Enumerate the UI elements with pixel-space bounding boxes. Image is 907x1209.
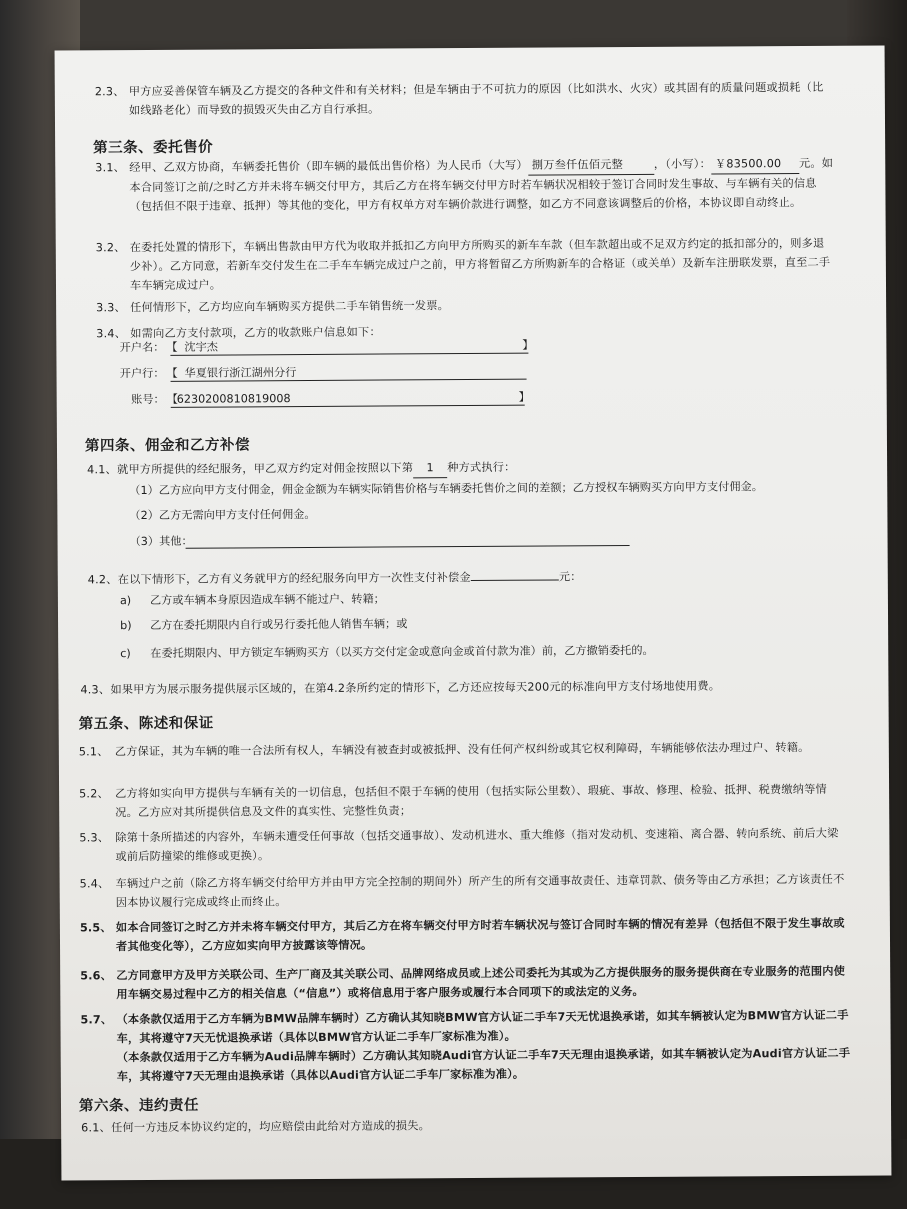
clause-text-bmw: （本条款仅适用于乙方车辆为BMW品牌车辆时）乙方确认其知晓BMW官方认证二手车7天无忧退换承诺，如其车辆被认定为BMW官方认证二手车，其将遵守7天无忧退换承诺（具体以BMW官方认证二手车厂家标准为准）。	[116, 1008, 849, 1046]
compensation-item-c: 在委托期限内、甲方锁定车辆购买方（以买方交付定金或意向金或首付款为准）前，乙方撤销委托的。	[150, 643, 654, 660]
account-number-label: 账号：	[131, 392, 165, 407]
clause-number: 4.3、	[80, 683, 111, 697]
clause-text: 除第十条所描述的内容外，车辆未遭受任何事故（包括交通事故）、发动机进水、重大维修（指对发动机、变速箱、离合器、转向系统、前后大梁或前后防撞梁的维修或更换）。	[115, 826, 839, 864]
section-heading-5: 第五条、陈述和保证	[78, 715, 214, 733]
clause-number: 3.2、	[95, 241, 126, 255]
compensation-item-b: 乙方在委托期限内自行或另行委托他人销售车辆；或	[150, 617, 408, 632]
clause-text: 如需向乙方支付款项，乙方的收款账户信息如下：	[130, 325, 381, 341]
bracket-left: 【	[166, 392, 178, 406]
account-number-value: 6230200810819008	[176, 392, 291, 406]
price-uppercase-field: 捌万叁仟伍佰元整	[528, 155, 654, 176]
clause-number: 3.4、	[96, 327, 127, 341]
price-lowercase-field: ￥83500.00	[711, 154, 799, 175]
commission-option-1: （1）乙方应向甲方支付佣金，佣金金额为车辆实际销售价格与车辆委托售价之间的差额；乙方授权车辆购买方向甲方支付佣金。	[129, 480, 763, 498]
commission-option-2: （2）乙方无需向甲方支付任何佣金。	[129, 507, 316, 523]
account-bank-label: 开户行：	[119, 366, 165, 381]
account-number-row	[107, 388, 537, 411]
clause-3-1	[95, 154, 835, 217]
account-name-field	[170, 336, 528, 356]
account-name-row	[106, 336, 536, 359]
clause-text: 车辆过户之前（除乙方将车辆交付给甲方并由甲方完全控制的期间外）所产生的所有交通事故责任、违章罚款、债务等由乙方承担；乙方该责任不因本协议履行完成或终止而终止。	[115, 872, 845, 910]
section-heading-3: 第三条、委托售价	[93, 139, 214, 157]
clause-number: 5.6、	[80, 969, 113, 983]
clause-number: 3.3、	[96, 301, 126, 315]
clause-text: 在委托处置的情形下，车辆出售款由甲方代为收取并抵扣乙方向甲方所购买的新车车款（但车款超出或不足双方约定的抵扣部分的，则多退少补）。乙方同意，若新车交付发生在二手车车辆完成过户之前，甲方将暂留乙方所购新车的合格证（或关单）及新车注册联发票，直至二手车车辆完成过户。	[129, 236, 831, 293]
contract-page	[55, 45, 892, 1180]
compensation-item-b-key: b)	[120, 619, 132, 633]
clause-text: 任何情形下，乙方均应向车辆购买方提供二手车销售统一发票。	[130, 299, 450, 315]
account-bank-row	[106, 362, 536, 385]
clause-number: 5.3、	[79, 831, 110, 845]
clause-text: 如果甲方为展示服务提供展示区域的，在第4.2条所约定的情形下，乙方还应按每天200元的标准向甲方支付场地使用费。	[110, 679, 721, 697]
compensation-item-a-key: a)	[119, 594, 132, 608]
clause-text: 甲方应妥善保管车辆及乙方提交的各种文件和有关材料；但是车辆由于不可抗力的原因（比如洪水、火灾）或其固有的质量问题或损耗（比如线路老化）而导致的损毁灭失由乙方自行承担。	[128, 80, 824, 118]
other-method-line	[186, 545, 630, 549]
bracket-right: 】	[522, 338, 534, 352]
bracket-right: 】	[518, 390, 530, 404]
clause-number: 4.1、	[87, 463, 117, 477]
clause-number: 3.1、	[95, 161, 126, 175]
compensation-amount-field	[471, 579, 559, 581]
clause-text: 元：	[558, 570, 582, 584]
clause-text: 就甲方所提供的经纪服务，甲乙双方约定对佣金按照以下第	[117, 461, 414, 477]
clause-text: 乙方将如实向甲方提供与车辆有关的一切信息，包括但不限于车辆的使用（包括实际公里数）、瑕疵、事故、修理、检验、抵押、税费缴纳等情况。乙方应对其所提供信息及文件的真实性、完整性负责；	[115, 782, 827, 820]
clause-text: 任何一方违反本协议约定的，均应赔偿由此给对方造成的损失。	[111, 1119, 431, 1135]
clause-5-2	[79, 780, 849, 823]
account-name-label: 开户名：	[119, 340, 165, 355]
clause-number: 5.2、	[79, 787, 109, 801]
clause-6-1	[81, 1114, 851, 1138]
compensation-item-a: 乙方或车辆本身原因造成车辆不能过户、转籍；	[149, 592, 385, 607]
contract-content	[55, 45, 892, 1180]
compensation-item-c-key: c)	[120, 647, 131, 661]
clause-2-3	[95, 78, 830, 120]
clause-number: 4.2、	[87, 573, 118, 587]
clause-number: 2.3、	[94, 85, 125, 99]
clause-text: 种方式执行：	[447, 460, 516, 475]
clause-3-2	[96, 234, 836, 296]
account-name-value: 沈宇杰	[184, 340, 218, 354]
clause-text: 元。如本合同签订之前/之时乙方并未将车辆交付甲方，其后乙方在将车辆交付甲方时若车辆状况相较于签订合同时发生事故、与车辆有关的信息（包括但不限于违章、抵押）等其他的变化，甲方有权单方对车辆价款进行调整，如乙方不同意该调整后的价格，本协议即自动终止。	[129, 156, 834, 214]
commission-option-3: （3）其他：	[129, 534, 193, 549]
section-heading-6: 第六条、违约责任	[78, 1097, 200, 1115]
clause-number: 5.5、	[79, 921, 112, 935]
clause-5-7	[80, 1006, 850, 1087]
clause-text: 乙方同意甲方及甲方关联公司、生产厂商及其关联公司、品牌网络成员或上述公司委托为其或为乙方提供服务的服务提供商在专业服务的范围内使用车辆交易过程中乙方的相关信息（“信息”）或将信息用于客户服务或履行本合同项下的或法定的义务。	[116, 964, 846, 1002]
clause-text-audi: （本条款仅适用于乙方车辆为Audi品牌车辆时）乙方确认其知晓Audi官方认证二手车7天无理由退换承诺，如其车辆被认定为Audi官方认证二手车，其将遵守7天无理由退换承诺（具体以Audi官方认证二手车厂家标准为准）。	[116, 1046, 851, 1084]
bracket-left: 【	[166, 366, 178, 380]
clause-5-3	[79, 824, 849, 867]
bracket-left: 【	[166, 340, 178, 354]
clause-5-1	[79, 738, 849, 762]
clause-text: 在以下情形下，乙方有义务就甲方的经纪服务向甲方一次性支付补偿金	[117, 571, 471, 587]
clause-4-3	[80, 676, 870, 700]
clause-text: 乙方保证，其为车辆的唯一合法所有权人，车辆没有被查封或被抵押、没有任何产权纠纷或其它权利障碍，车辆能够依法办理过户、转籍。	[114, 740, 810, 759]
clause-number: 6.1、	[81, 1121, 111, 1135]
clause-number: 5.4、	[79, 877, 110, 891]
section-heading-4: 第四条、佣金和乙方补偿	[84, 437, 251, 455]
clause-5-6	[80, 962, 850, 1005]
clause-number: 5.7、	[80, 1013, 113, 1027]
commission-method-field: 1	[413, 458, 447, 478]
clause-5-4	[80, 870, 850, 913]
clause-5-5	[80, 914, 850, 957]
clause-number: 5.1、	[78, 745, 109, 759]
clause-3-3	[96, 294, 836, 318]
clause-text: 如本合同签订之时乙方并未将车辆交付甲方，其后乙方在将车辆交付甲方时若车辆状况与签订合同时车辆的情况有差异（包括但不限于发生事故或者其他变化等），乙方应如实向甲方披露该等情况。	[115, 916, 845, 954]
clause-text: 经甲、乙双方协商，车辆委托售价（即车辆的最低出售价格）为人民币（大写）	[129, 158, 528, 175]
account-bank-value: 华夏银行浙江湖州分行	[184, 366, 297, 380]
clause-4-2	[88, 566, 848, 590]
clause-text: ，（小写）：	[653, 157, 712, 171]
